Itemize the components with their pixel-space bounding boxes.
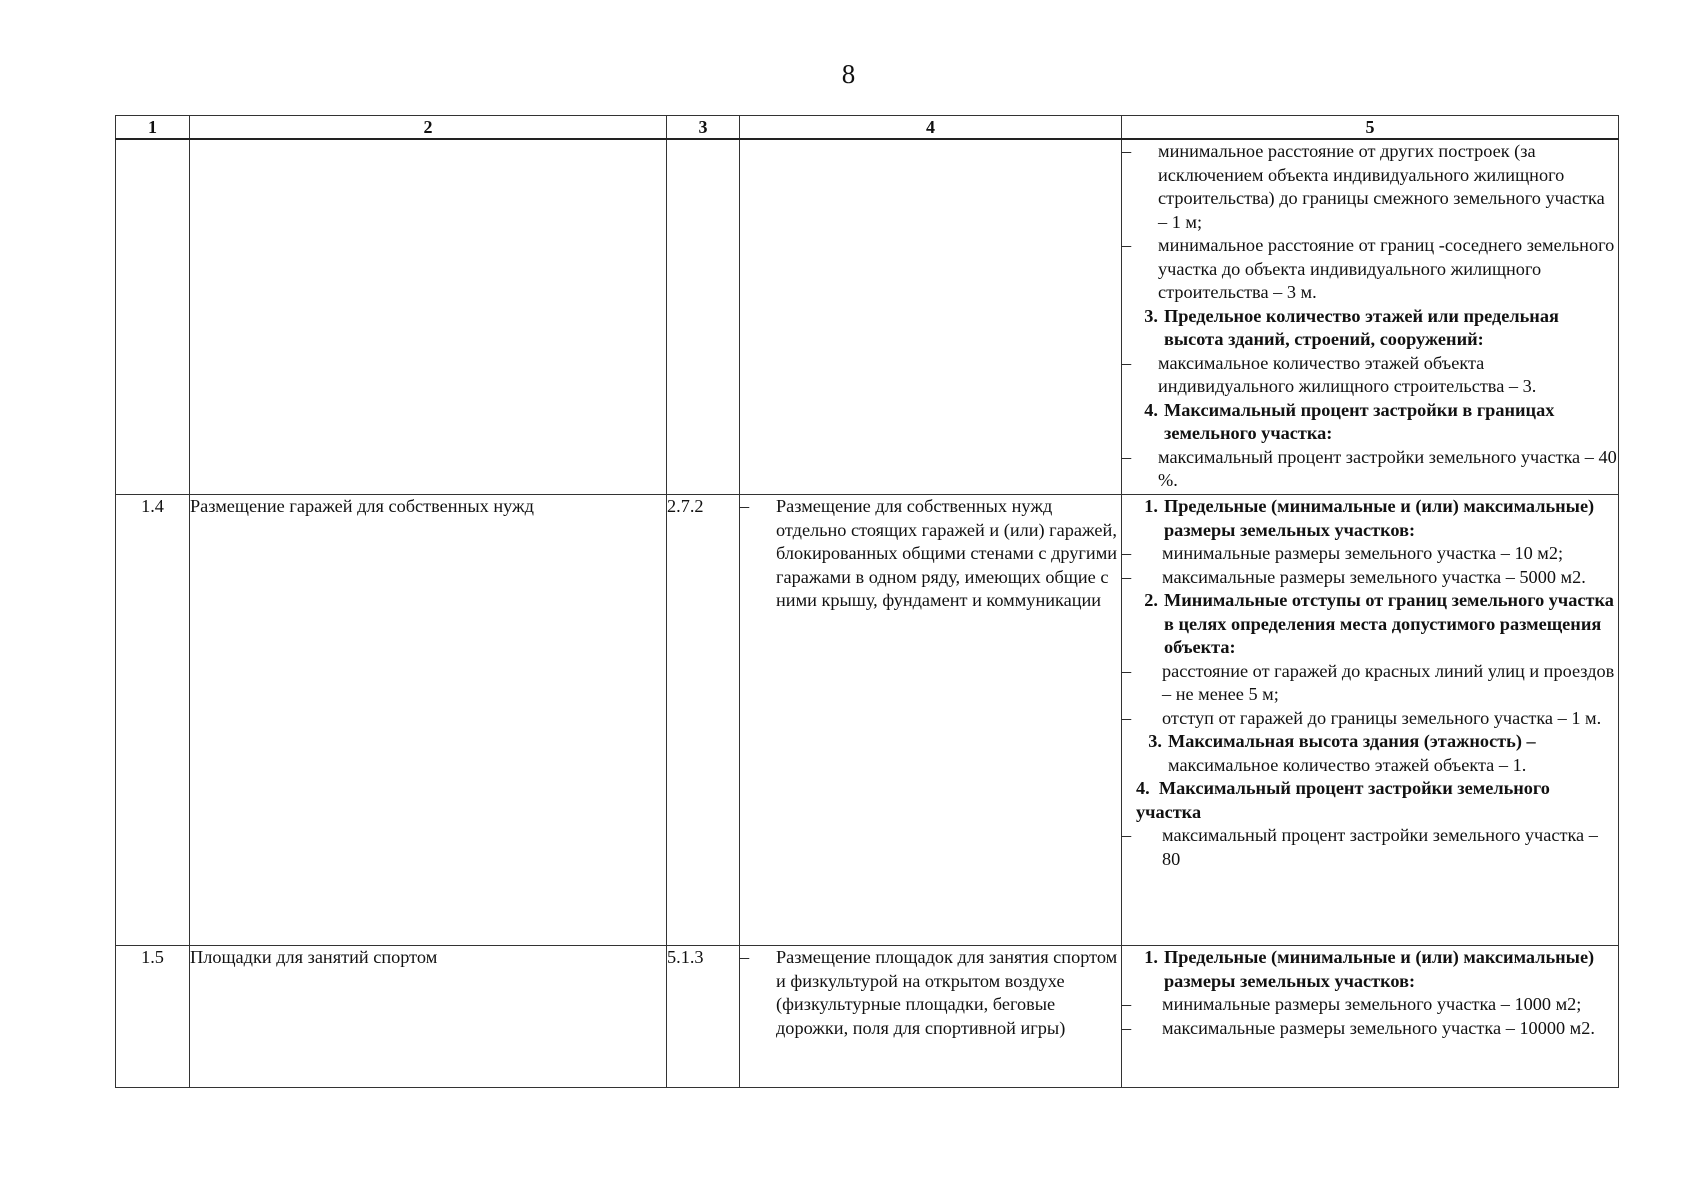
cell-desc: [740, 946, 1122, 1088]
header-col-1: 1: [116, 116, 190, 140]
param-heading: 3. Предельное количество этажей или предельная высота зданий, строений, сооружений:: [1144, 305, 1559, 349]
table-row-continued: [116, 139, 1619, 495]
param-item: – расстояние от гаражей до красных линий улиц и проездов – не менее 5 м;: [1122, 660, 1615, 704]
desc-item: – Размещение для собственных нужд отдельно стоящих гаражей и (или) гаражей, блокированных общими стенами с другими гаражами в одном ряду, имеющих общие с ними крышу, фундамент и коммуникации: [740, 496, 1118, 610]
param-item: – минимальные размеры земельного участка – 1000 м2;: [1122, 994, 1582, 1014]
param-item: – отступ от гаражей до границы земельного участка – 1 м.: [1122, 707, 1602, 728]
cell-params: [1122, 946, 1619, 1088]
param-item: – минимальное расстояние от других построек (за исключением объекта индивидуального жилищного строительства) до границы смежного земельного участка – 1 м;: [1122, 141, 1605, 232]
cell-num: 1.5: [116, 946, 190, 1088]
header-col-2: 2: [190, 116, 667, 140]
header-col-3: 3: [667, 116, 740, 140]
cell-code: [667, 139, 740, 495]
cell-desc: [740, 139, 1122, 495]
cell-code: 5.1.3: [667, 946, 740, 1088]
cell-num: 1.4: [116, 495, 190, 946]
param-heading: 3. Максимальная высота здания (этажность) – максимальное количество этажей объекта – 1.: [1148, 731, 1536, 775]
header-col-4: 4: [740, 116, 1122, 140]
cell-num: [116, 139, 190, 495]
cell-params: [1122, 495, 1619, 946]
cell-params: [1122, 139, 1619, 495]
param-item: – максимальные размеры земельного участка – 10000 м2.: [1122, 1017, 1595, 1038]
cell-name: [190, 139, 667, 495]
zoning-table: [115, 115, 1619, 1088]
param-heading: 4. Максимальный процент застройки в границах земельного участка:: [1144, 399, 1555, 443]
cell-desc: [740, 495, 1122, 946]
cell-code: 2.7.2: [667, 495, 740, 946]
header-row: [116, 116, 1619, 140]
param-item: – максимальный процент застройки земельного участка – 80: [1122, 825, 1598, 869]
param-heading: 1. Предельные (минимальные и (или) максимальные) размеры земельных участков:: [1144, 947, 1595, 991]
header-col-5: 5: [1122, 116, 1619, 140]
param-item: – максимальные размеры земельного участка – 5000 м2.: [1122, 566, 1586, 587]
desc-item: – Размещение площадок для занятия спортом и физкультурой на открытом воздухе (физкультурные площадки, беговые дорожки, поля для спортивной игры): [740, 947, 1118, 1038]
table-row-1-4: [116, 495, 1619, 946]
cell-name: Размещение гаражей для собственных нужд: [190, 495, 667, 946]
param-item: – минимальные размеры земельного участка – 10 м2;: [1122, 543, 1564, 563]
param-heading: 1. Предельные (минимальные и (или) максимальные) размеры земельных участков:: [1144, 496, 1595, 540]
table-row-1-5: [116, 946, 1619, 1088]
param-item: – максимальный процент застройки земельного участка – 40 %.: [1122, 446, 1617, 490]
param-item: – минимальное расстояние от границ -соседнего земельного участка до объекта индивидуального жилищного строительства – 3 м.: [1122, 235, 1615, 302]
param-heading: 4. Максимальный процент застройки земельного участка: [1136, 778, 1550, 822]
param-item: – максимальное количество этажей объекта индивидуального жилищного строительства – 3.: [1122, 352, 1537, 396]
cell-name: Площадки для занятий спортом: [190, 946, 667, 1088]
param-heading: 2. Минимальные отступы от границ земельного участка в целях определения места допустимого размещения объекта:: [1144, 590, 1614, 657]
page-number: 8: [841, 59, 856, 89]
